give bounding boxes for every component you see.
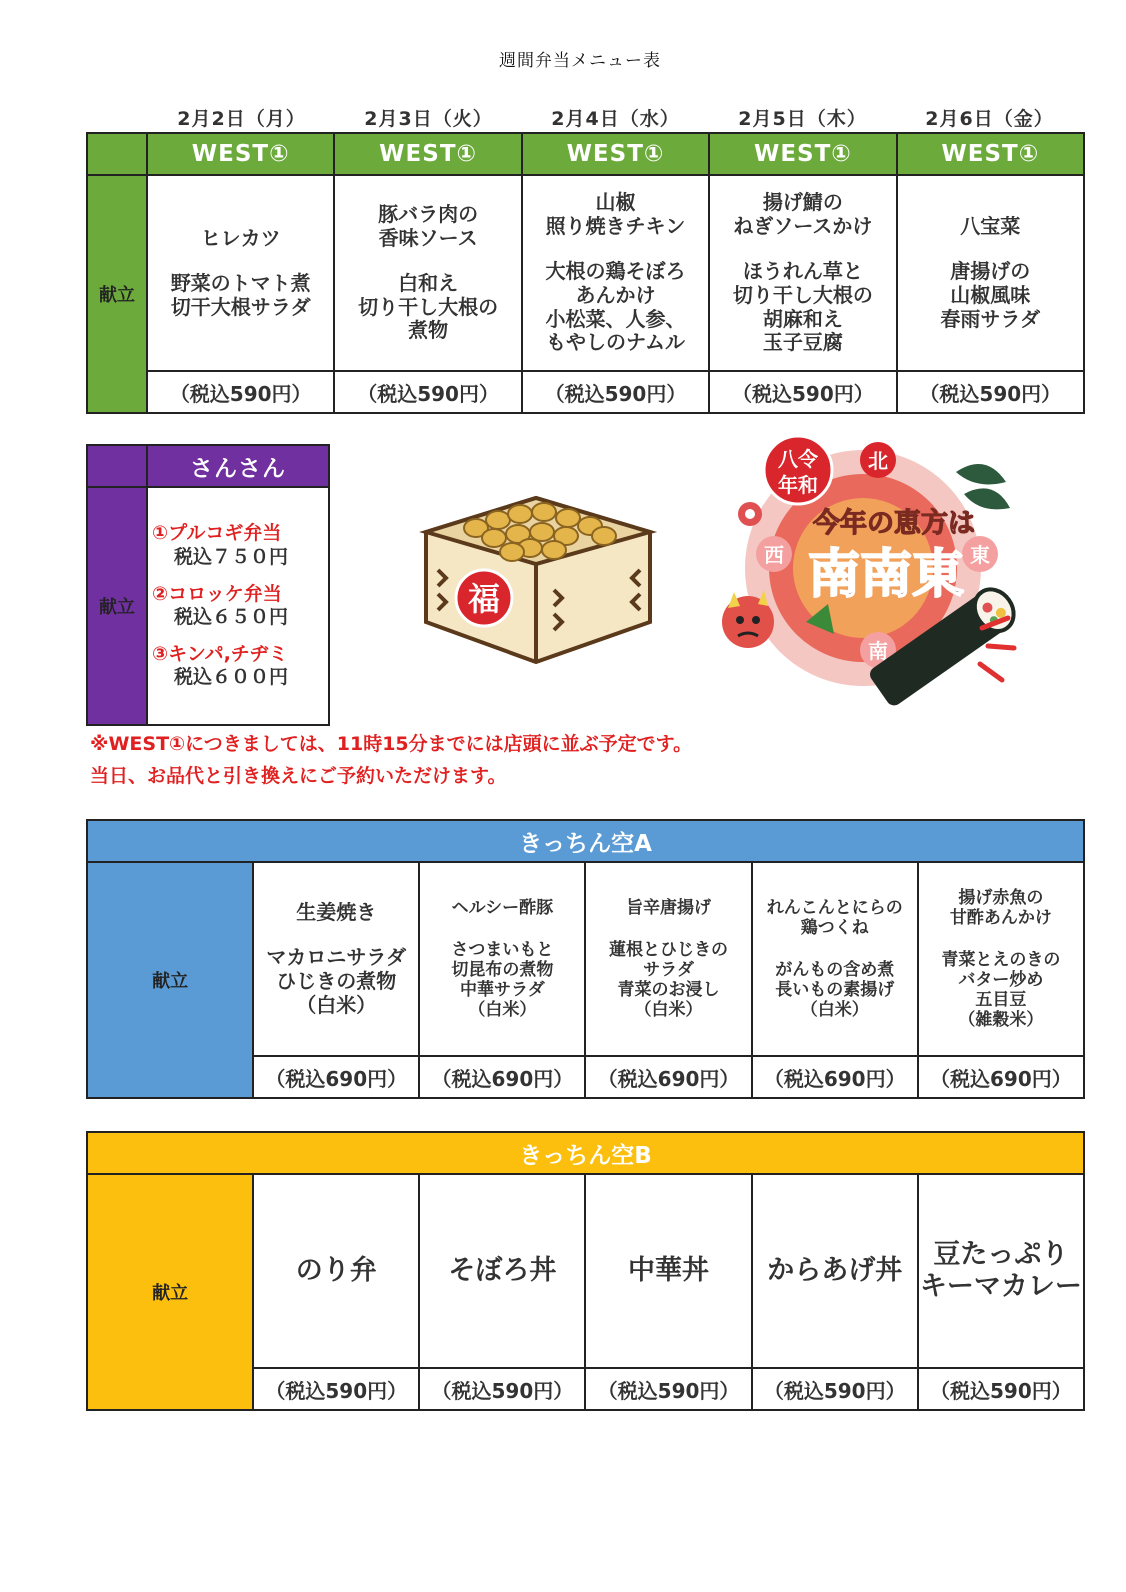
- dish-line: 五目豆: [975, 990, 1027, 1011]
- kitchen-a-price-cell: （税込690円）: [419, 1056, 585, 1098]
- dish-line: 玉子豆腐: [762, 330, 843, 355]
- kitchen-b-header: きっちん空B: [87, 1132, 1084, 1174]
- dish-line: 山椒: [595, 190, 636, 215]
- dish-line: 唐揚げの: [950, 259, 1031, 284]
- dish-line: 中華サラダ: [459, 980, 545, 1001]
- ehou-compass-east: 東: [970, 543, 990, 567]
- dish-line: のり弁: [295, 1255, 377, 1287]
- dish-line: 切干大根サラダ: [170, 294, 311, 319]
- sansan-items-cell: [147, 487, 329, 725]
- dish-line: キーマカレー: [919, 1271, 1082, 1302]
- dish-line: 旨辛唐揚げ: [626, 897, 712, 918]
- west-header-cell: WEST①: [709, 133, 896, 175]
- dish-line: 青菜とえのきの: [941, 949, 1061, 970]
- dish-line: さつまいもと: [451, 939, 554, 960]
- dish-line: 青菜のお浸し: [617, 980, 720, 1001]
- dish-line: 豆たっぷり: [933, 1239, 1069, 1271]
- kitchen-a-dish-cell: [585, 862, 751, 1056]
- kitchen-b-dish-cell: [253, 1174, 419, 1368]
- date-wed: 2月4日（水）: [551, 108, 680, 130]
- dish-line: そぼろ丼: [448, 1255, 557, 1287]
- notice-line: 当日、お品代と引き換えにご予約いただけます。: [90, 765, 507, 787]
- dish-line: 小松菜、人参、: [545, 306, 686, 331]
- dish-line: （白米）: [634, 1000, 703, 1021]
- kitchen-b-price-cell: （税込590円）: [752, 1368, 918, 1410]
- kitchen-b-menu-table: [86, 1131, 1085, 1411]
- kitchen-b-row-label: 献立: [87, 1174, 253, 1410]
- dish-line: 八宝菜: [960, 213, 1021, 238]
- kitchen-a-price-cell: （税込690円）: [253, 1056, 419, 1098]
- kitchen-b-dish-cell: [419, 1174, 585, 1368]
- dish-line: 長いもの素揚げ: [775, 980, 895, 1001]
- west-header-cell: WEST①: [147, 133, 334, 175]
- dish-line: 大根の鶏そぼろ: [545, 259, 686, 284]
- ehou-badge-top: 八令: [778, 447, 818, 471]
- kitchen-b-dish-cell: [585, 1174, 751, 1368]
- dish-line: 蓮根とひじきの: [609, 939, 729, 960]
- dish-line: 豚バラ肉の: [378, 202, 479, 227]
- dish-line: （白米）: [468, 1000, 537, 1021]
- west-header-cell: WEST①: [334, 133, 521, 175]
- kitchen-a-price-cell: （税込690円）: [752, 1056, 918, 1098]
- kitchen-a-dish-cell: [918, 862, 1084, 1056]
- dish-line: [148, 250, 333, 272]
- dish-line: [335, 250, 520, 272]
- west-dish-cell: [522, 175, 709, 371]
- dish-line: 白和え: [398, 271, 459, 296]
- kitchen-a-row-label: 献立: [87, 862, 253, 1098]
- kitchen-b-dish-cell: [752, 1174, 918, 1368]
- dish-line: [254, 924, 418, 946]
- sansan-row-label: 献立: [87, 487, 147, 725]
- dish-line: れんこんとにらの: [766, 897, 903, 918]
- kitchen-b-price-cell: （税込590円）: [585, 1368, 751, 1410]
- west-price-cell: （税込590円）: [897, 371, 1084, 413]
- dish-line: ねぎソースかけ: [733, 213, 873, 238]
- ehou-badge-bottom: 年和: [778, 473, 818, 497]
- sansan-item-name: ③キンパ,チヂミ: [152, 643, 288, 666]
- date-fri: 2月6日（金）: [925, 108, 1054, 130]
- dish-line: 胡麻和え: [762, 306, 843, 331]
- dish-line: マカロニサラダ: [266, 945, 407, 970]
- kitchen-a-dish-cell: [253, 862, 419, 1056]
- dish-line: ヘルシー酢豚: [451, 897, 554, 918]
- dish-line: ヒレカツ: [200, 225, 281, 250]
- dish-line: 鶏つくね: [800, 917, 869, 938]
- sansan-item-price: 税込６００円: [174, 666, 289, 689]
- dish-line: （白米）: [800, 1000, 869, 1021]
- west-dish-cell: [147, 175, 334, 371]
- dish-line: [523, 238, 708, 260]
- notice-line: ※WEST①につきましては、11時15分までには店頭に並ぶ予定です。: [90, 733, 693, 755]
- date-row: [148, 104, 1084, 132]
- kitchen-b-price-cell: （税込590円）: [253, 1368, 419, 1410]
- dish-line: ほうれん草と: [742, 259, 863, 284]
- kitchen-b-price-cell: （税込590円）: [918, 1368, 1084, 1410]
- dish-line: 揚げ鯖の: [762, 190, 843, 215]
- sansan-item-name: ②コロッケ弁当: [152, 582, 282, 605]
- page-title: 週間弁当メニュー表: [499, 51, 661, 71]
- date-mon: 2月2日（月）: [177, 108, 306, 130]
- dish-line: あんかけ: [575, 283, 656, 307]
- dish-line: 煮物: [408, 318, 449, 343]
- dish-line: 香味ソース: [378, 225, 478, 250]
- dish-line: [710, 238, 895, 260]
- sansan-item-price: 税込７５０円: [174, 545, 289, 568]
- kitchen-b-dish-cell: [918, 1174, 1084, 1368]
- dish-line: 切り干し大根の: [732, 283, 873, 307]
- kitchen-a-price-cell: （税込690円）: [918, 1056, 1084, 1098]
- dish-line: 甘酢あんかけ: [949, 907, 1052, 928]
- notice-text: [90, 728, 692, 792]
- dish-line: 切り干し大根の: [358, 294, 499, 319]
- dish-line: バター炒め: [958, 970, 1044, 990]
- sansan-item-name: ①プルコギ弁当: [152, 522, 282, 545]
- dish-line: ひじきの煮物: [276, 969, 397, 993]
- dish-line: [753, 938, 917, 960]
- masu-beans-illustration: [414, 490, 660, 666]
- west-dish-cell: [334, 175, 521, 371]
- dish-line: [586, 918, 750, 940]
- kitchen-a-dish-cell: [419, 862, 585, 1056]
- dish-line: [898, 238, 1083, 260]
- dish-line: 中華丼: [628, 1255, 710, 1287]
- west-dish-cell: [709, 175, 896, 371]
- date-thu: 2月5日（木）: [738, 108, 867, 130]
- dish-line: （白米）: [296, 992, 377, 1017]
- dish-line: もやしのナムル: [545, 330, 685, 355]
- west-menu-table: [86, 132, 1085, 414]
- west-price-cell: （税込590円）: [147, 371, 334, 413]
- ehou-direction: 南南東: [807, 545, 965, 605]
- ehou-compass-north: 北: [868, 449, 888, 473]
- kitchen-a-menu-table: [86, 819, 1085, 1099]
- ehou-compass-south: 南: [868, 639, 888, 663]
- dish-line: 照り焼きチキン: [545, 213, 686, 238]
- dish-line: からあげ丼: [767, 1255, 903, 1287]
- dish-line: 切昆布の煮物: [451, 959, 554, 980]
- west-header-cell: WEST①: [897, 133, 1084, 175]
- west-row-label: 献立: [87, 175, 147, 413]
- dish-line: [420, 918, 584, 940]
- dish-line: サラダ: [643, 959, 694, 980]
- masu-mark-text: 福: [467, 580, 501, 618]
- sansan-header-corner: [87, 445, 147, 487]
- west-price-cell: （税込590円）: [709, 371, 896, 413]
- ehou-direction-illustration: [718, 432, 1018, 710]
- west-price-cell: （税込590円）: [522, 371, 709, 413]
- dish-line: 生姜焼き: [296, 899, 377, 924]
- dish-line: 野菜のトマト煮: [170, 271, 311, 296]
- sansan-item-price: 税込６５０円: [174, 606, 289, 628]
- ehou-headline: 今年の恵方は: [813, 508, 975, 539]
- dish-line: 揚げ赤魚の: [958, 887, 1044, 908]
- dish-line: 山椒風味: [950, 283, 1031, 307]
- sansan-menu-table: [86, 444, 330, 726]
- west-header-corner: [87, 133, 147, 175]
- dish-line: [919, 928, 1083, 950]
- west-header-cell: WEST①: [522, 133, 709, 175]
- kitchen-a-dish-cell: [752, 862, 918, 1056]
- kitchen-a-price-cell: （税込690円）: [585, 1056, 751, 1098]
- west-price-cell: （税込590円）: [334, 371, 521, 413]
- west-dish-cell: [897, 175, 1084, 371]
- dish-line: がんもの含め煮: [775, 959, 895, 980]
- date-tue: 2月3日（火）: [364, 108, 493, 130]
- dish-line: 春雨サラダ: [940, 306, 1041, 331]
- kitchen-b-price-cell: （税込590円）: [419, 1368, 585, 1410]
- kitchen-a-header: きっちん空A: [87, 820, 1084, 862]
- sansan-header: さんさん: [147, 445, 329, 487]
- ehou-compass-west: 西: [764, 543, 784, 567]
- dish-line: （雑穀米）: [958, 1010, 1044, 1031]
